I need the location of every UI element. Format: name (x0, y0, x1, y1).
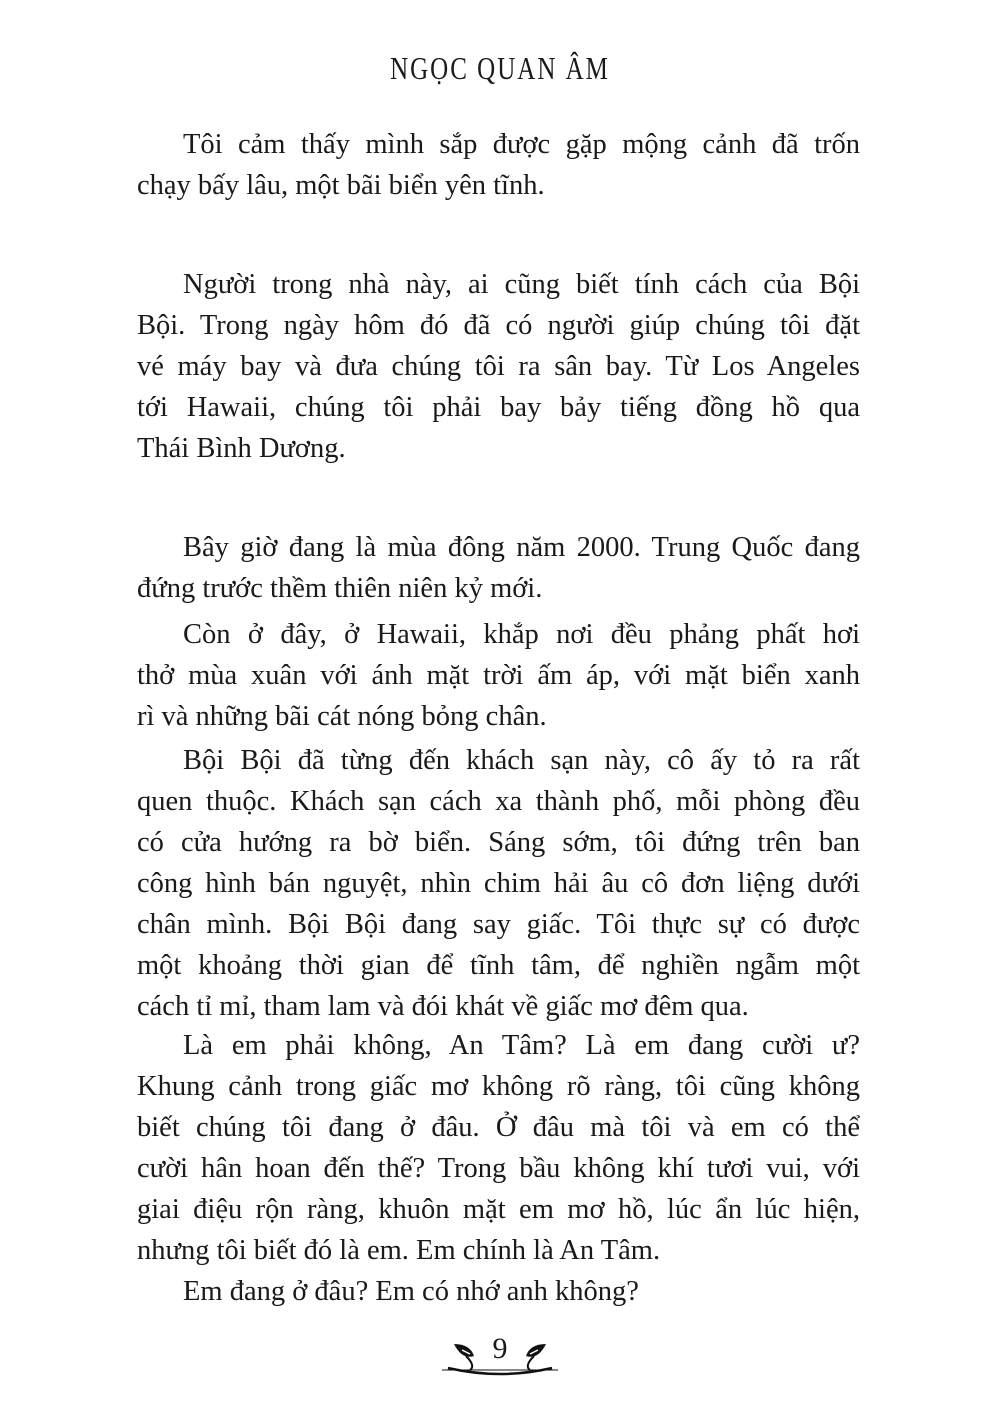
text-line: chạy bấy lâu, một bãi biển yên tĩnh. (137, 170, 545, 201)
text-line: Bội. Trong ngày hôm đó đã có người giúp chúng tôi đặt (137, 310, 860, 341)
text-line: Người trong nhà này, ai cũng biết tính cách của Bội (183, 269, 860, 300)
text-line: cười hân hoan đến thế? Trong bầu không khí tươi vui, với (137, 1153, 860, 1184)
text-line: tới Hawaii, chúng tôi phải bay bảy tiếng đồng hồ qua (137, 392, 860, 423)
paragraph (137, 614, 860, 737)
text-line: giai điệu rộn ràng, khuôn mặt em mơ hồ, lúc ẩn lúc hiện, (137, 1194, 860, 1225)
paragraph (137, 264, 860, 469)
text-line: một khoảng thời gian để tĩnh tâm, để nghiền ngẫm một (137, 950, 860, 981)
text-line: Bội Bội đã từng đến khách sạn này, cô ấy tỏ ra rất (183, 745, 860, 776)
text-line: Tôi cảm thấy mình sắp được gặp mộng cảnh đã trốn (183, 129, 860, 160)
text-line: nhưng tôi biết đó là em. Em chính là An Tâm. (137, 1235, 661, 1266)
text-line: Khung cảnh trong giấc mơ không rõ ràng, tôi cũng không (137, 1071, 860, 1102)
running-header: NGỌC QUAN ÂM (390, 52, 610, 87)
paragraph (137, 527, 860, 609)
paragraph (137, 1025, 860, 1271)
page-footer (440, 1332, 560, 1376)
text-line: có cửa hướng ra bờ biển. Sáng sớm, tôi đứng trên ban (137, 827, 860, 858)
text-line: công hình bán nguyệt, nhìn chim hải âu cô đơn liệng dưới (137, 868, 860, 899)
text-line: Thái Bình Dương. (137, 433, 346, 464)
paragraph (137, 740, 860, 1027)
text-line: Em đang ở đâu? Em có nhớ anh không? (183, 1276, 639, 1307)
text-line: Bây giờ đang là mùa đông năm 2000. Trung Quốc đang (183, 532, 860, 563)
text-line: quen thuộc. Khách sạn cách xa thành phố, mỗi phòng đều (137, 786, 860, 817)
text-line: thở mùa xuân với ánh mặt trời ấm áp, với mặt biển xanh (137, 660, 860, 691)
text-line: đứng trước thềm thiên niên kỷ mới. (137, 573, 543, 604)
text-line: cách tỉ mỉ, tham lam và đói khát về giấc mơ đêm qua. (137, 991, 749, 1022)
text-line: rì và những bãi cát nóng bỏng chân. (137, 701, 547, 732)
paragraph (137, 1271, 860, 1312)
text-line: Còn ở đây, ở Hawaii, khắp nơi đều phảng phất hơi (183, 619, 860, 650)
text-line: biết chúng tôi đang ở đâu. Ở đâu mà tôi và em có thể (137, 1112, 860, 1143)
text-line: Là em phải không, An Tâm? Là em đang cười ư? (183, 1030, 860, 1061)
text-line: vé máy bay và đưa chúng tôi ra sân bay. Từ Los Angeles (137, 351, 860, 382)
paragraph (137, 124, 860, 206)
text-line: chân mình. Bội Bội đang say giấc. Tôi thực sự có được (137, 909, 860, 940)
page-number: 9 (492, 1332, 508, 1365)
